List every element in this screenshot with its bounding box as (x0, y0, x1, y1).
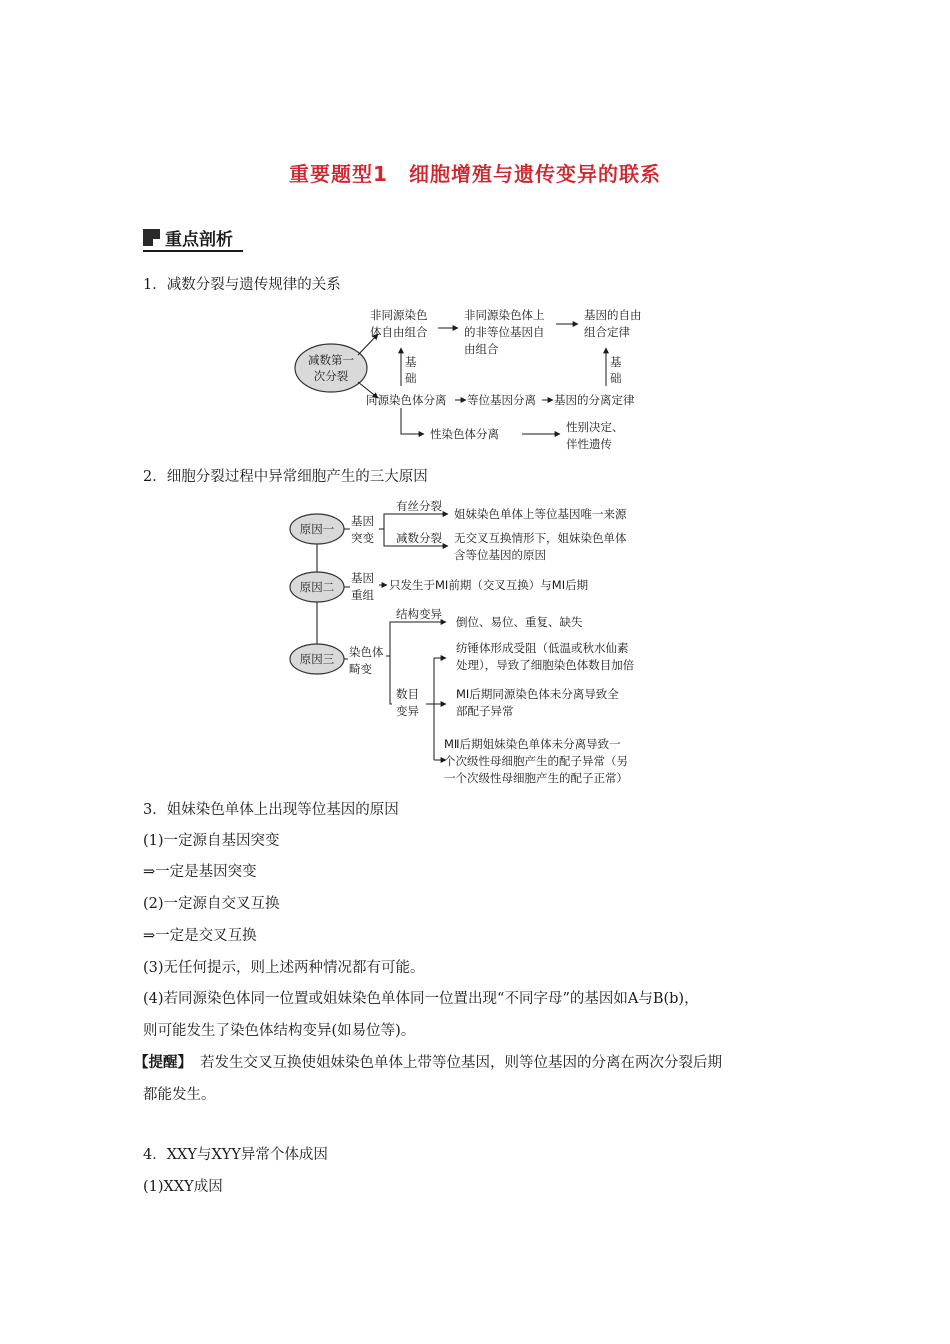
paragraph-5: (3)无任何提示，则上述两种情况都有可能。 (143, 960, 425, 976)
numerical-line-2: 变异 (396, 704, 419, 718)
recombination-line-1: 基因 (351, 571, 374, 585)
arrow-mitosis (379, 514, 448, 529)
tip-label: 【提醒】 (134, 1054, 192, 1071)
oval-line-2: 次分裂 (313, 369, 349, 383)
chromosome-line-1: 染色体 (349, 645, 384, 659)
box-d: 同源染色体分离 (366, 393, 447, 407)
box-g: 性染色体分离 (430, 427, 499, 441)
structural-result: 倒位、易位、重复、缺失 (456, 615, 583, 629)
heading-4: 4．XXY与XYY异常个体成因 (143, 1147, 328, 1163)
meiosis-genetics-diagram (290, 298, 660, 458)
base1-char-1: 基 (405, 355, 417, 369)
mitosis-label: 有丝分裂 (396, 499, 442, 513)
box-a-line-2: 体自由组合 (370, 325, 428, 339)
section-label: 重点剖析 (165, 230, 233, 250)
num1-line-2: 处理），导致了细胞染色体数目加倍 (456, 658, 635, 672)
base2-char-1: 基 (610, 355, 622, 369)
num3-line-2: 个次级性母细胞产生的配子异常（另 (444, 754, 628, 768)
oval-line-1: 减数第一 (308, 353, 354, 367)
structural-label: 结构变异 (396, 607, 442, 621)
box-f: 基因的分离定律 (554, 393, 635, 407)
box-c-line-2: 组合定律 (584, 325, 630, 339)
box-b-line-3: 由组合 (464, 342, 499, 356)
num1-line-1: 纺锤体形成受阻（低温或秋水仙素 (456, 641, 629, 655)
box-a-line-1: 非同源染色 (370, 308, 428, 322)
paragraph-2: ⇒一定是基因突变 (143, 864, 257, 880)
meiosis-result-line-1: 无交叉互换情形下，姐妹染色单体 (454, 531, 627, 545)
base2-char-2: 础 (610, 371, 622, 385)
cause1-label: 原因一 (299, 522, 335, 536)
box-h-line-2: 伴性遗传 (566, 437, 612, 451)
section-underline (143, 250, 243, 252)
base1-char-2: 础 (405, 371, 417, 385)
section-square-icon (143, 229, 160, 246)
chromosome-line-2: 畸变 (349, 662, 372, 676)
abnormal-cell-causes-diagram (284, 496, 668, 792)
num2-line-1: MⅠ后期同源染色体未分离导致全 (456, 687, 619, 701)
tip-line-1 (134, 1053, 722, 1073)
mitosis-result: 姐妹染色单体上等位基因唯一来源 (454, 507, 627, 521)
recombination-line-2: 重组 (351, 588, 374, 602)
arrow-structural (386, 622, 446, 656)
meiosis-oval (295, 344, 367, 392)
paragraph-6-line-2: 则可能发生了染色体结构变异(如易位等)。 (143, 1023, 416, 1039)
num2-line-2: 部配子异常 (456, 704, 514, 718)
arrow-d-to-g (401, 408, 424, 434)
box-b-line-1: 非同源染色体上 (464, 308, 545, 322)
num3-line-1: MⅡ后期姐妹染色单体未分离导致一 (444, 737, 621, 751)
tip-text-1: 若发生交叉互换使姐妹染色单体上带等位基因，则等位基因的分离在两次分裂后期 (200, 1055, 722, 1071)
box-c-line-1: 基因的自由 (584, 308, 642, 322)
paragraph-1: (1)一定源自基因突变 (143, 833, 280, 849)
cause2-label: 原因二 (299, 580, 335, 594)
paragraph-6-line-1: (4)若同源染色体同一位置或姐妹染色单体同一位置出现“不同字母”的基因如A与B(b)， (143, 991, 699, 1007)
mutation-line-1: 基因 (351, 514, 374, 528)
meiosis-result-line-2: 含等位基因的原因 (454, 548, 546, 562)
box-h-line-1: 性别决定、 (566, 420, 624, 434)
paragraph-3: (2)一定源自交叉互换 (143, 896, 280, 912)
box-b-line-2: 的非等位基因自 (464, 325, 545, 339)
page-title: 重要题型1 细胞增殖与遗传变异的联系 (289, 162, 661, 186)
tip-line-2: 都能发生。 (143, 1087, 216, 1103)
box-e: 等位基因分离 (467, 393, 536, 407)
paragraph-7: (1)XXY成因 (143, 1179, 223, 1195)
mutation-line-2: 突变 (351, 531, 374, 545)
cause3-label: 原因三 (299, 652, 335, 666)
meiosis-label: 减数分裂 (396, 531, 442, 545)
recombination-result: 只发生于MⅠ前期（交叉互换）与MⅠ后期 (389, 578, 589, 592)
paragraph-4: ⇒一定是交叉互换 (143, 928, 257, 944)
numerical-line-1: 数目 (396, 687, 419, 701)
heading-3: 3．姐妹染色单体上出现等位基因的原因 (143, 802, 399, 818)
heading-2: 2．细胞分裂过程中异常细胞产生的三大原因 (143, 469, 428, 485)
line-numerical (390, 656, 392, 704)
num3-line-3: 一个次级性母细胞产生的配子正常） (444, 771, 628, 785)
heading-1: 1．减数分裂与遗传规律的关系 (143, 277, 341, 293)
